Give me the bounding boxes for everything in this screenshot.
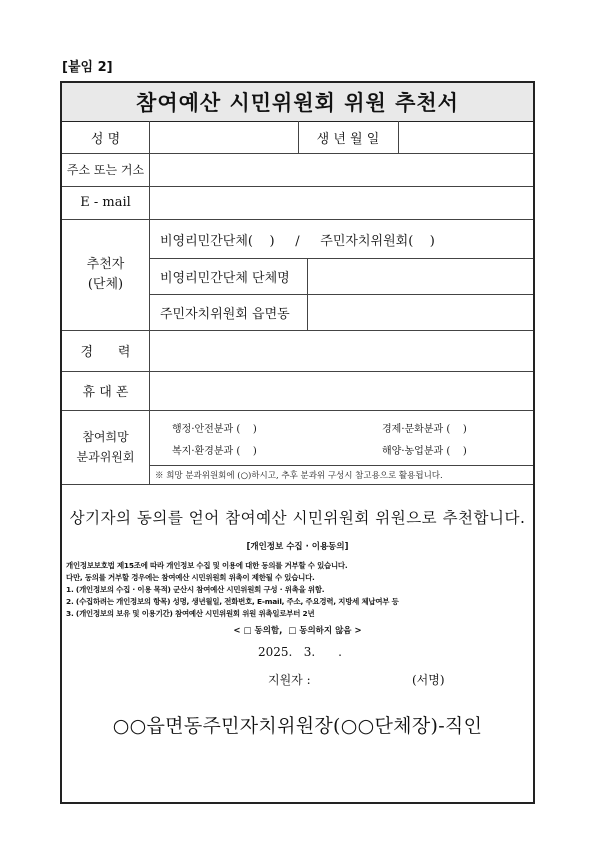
phone-input[interactable] bbox=[150, 372, 533, 410]
committee-district-label: 주민자치위원회 읍면동 bbox=[160, 307, 290, 322]
applicant-label: 지원자 : bbox=[268, 672, 311, 687]
email-input[interactable] bbox=[150, 187, 533, 219]
privacy-line: 1. (개인정보의 수집 · 이용 목적) 군산시 참여예산 시민위원회 구성 · 위촉을 위함. bbox=[66, 585, 325, 594]
birth-input[interactable] bbox=[399, 122, 533, 153]
subcommittee-option-admin-safety[interactable]: 행정·안전분과 ( ) bbox=[172, 423, 257, 435]
career-label: 경 력 bbox=[80, 345, 131, 360]
recommendation-form bbox=[60, 81, 535, 804]
privacy-line: 2. (수집하려는 개인정보의 항목) 성명, 생년월일, 전화번호, E-mail, 주소, 주요경력, 지방세 체납여부 등 bbox=[66, 597, 399, 606]
subcommittee-label-line1: 참여희망 bbox=[82, 430, 129, 444]
subcommittee-label bbox=[62, 410, 149, 484]
address-input[interactable] bbox=[150, 154, 533, 186]
committee-chair-seal: ○○읍면동주민자치위원장(○○단체장)-직인 bbox=[112, 714, 483, 737]
signature-field[interactable]: (서명) bbox=[412, 672, 445, 687]
privacy-line: 3. (개인정보의 보유 및 이용기간) 참여예산 시민위원회 위원 위촉일로부터 2년 bbox=[66, 609, 315, 618]
nonprofit-name-label: 비영리민간단체 단체명 bbox=[160, 271, 290, 286]
privacy-line: 개인정보보호법 제15조에 따라 개인정보 수집 및 이용에 대한 동의를 거부할 수 있습니다. bbox=[66, 561, 348, 570]
privacy-heading: [개인정보 수집 · 이용동의] bbox=[246, 542, 349, 552]
career-input[interactable] bbox=[150, 331, 533, 371]
privacy-consent-choice[interactable]: < □ 동의함, □ 동의하지 않음 > bbox=[233, 626, 362, 636]
recommender-label bbox=[62, 219, 149, 330]
privacy-line: 다만, 동의를 거부할 경우에는 참여예산 시민위원회 위촉이 제한될 수 있습니다. bbox=[66, 573, 315, 582]
nonprofit-name-input[interactable] bbox=[308, 259, 533, 294]
date-field[interactable]: 2025. 3. . bbox=[258, 645, 342, 659]
email-label: E - mail bbox=[80, 195, 131, 210]
subcommittee-label-line2: 분과위원회 bbox=[76, 450, 135, 464]
address-label: 주소 또는 거소 bbox=[66, 163, 145, 177]
attachment-label: [붙임 2] bbox=[62, 60, 113, 75]
subcommittee-option-marine-agriculture[interactable]: 해양·농업분과 ( ) bbox=[382, 445, 467, 457]
form-title: 참여예산 시민위원회 위원 추천서 bbox=[62, 83, 533, 121]
recommender-label-line2: (단체) bbox=[87, 276, 124, 292]
subcommittee-option-welfare-environment[interactable]: 복지·환경분과 ( ) bbox=[172, 445, 257, 457]
subcommittee-option-economy-culture[interactable]: 경제·문화분과 ( ) bbox=[382, 423, 467, 435]
name-label: 성 명 bbox=[90, 131, 121, 147]
committee-district-input[interactable] bbox=[308, 295, 533, 330]
subcommittee-note: ※ 희망 분과위원회에 (○)하시고, 추후 분과위 구성시 참고용으로 활용됩니다. bbox=[155, 471, 443, 481]
recommender-type-choice[interactable]: 비영리민간단체( ) / 주민자치위원회( ) bbox=[160, 233, 435, 249]
birth-label: 생 년 월 일 bbox=[316, 131, 380, 147]
recommender-label-line1: 추천자 bbox=[86, 256, 125, 272]
recommendation-statement: 상기자의 동의를 얻어 참여예산 시민위원회 위원으로 추천합니다. bbox=[69, 509, 526, 527]
name-input[interactable] bbox=[150, 122, 297, 153]
phone-label: 휴 대 폰 bbox=[82, 385, 129, 400]
